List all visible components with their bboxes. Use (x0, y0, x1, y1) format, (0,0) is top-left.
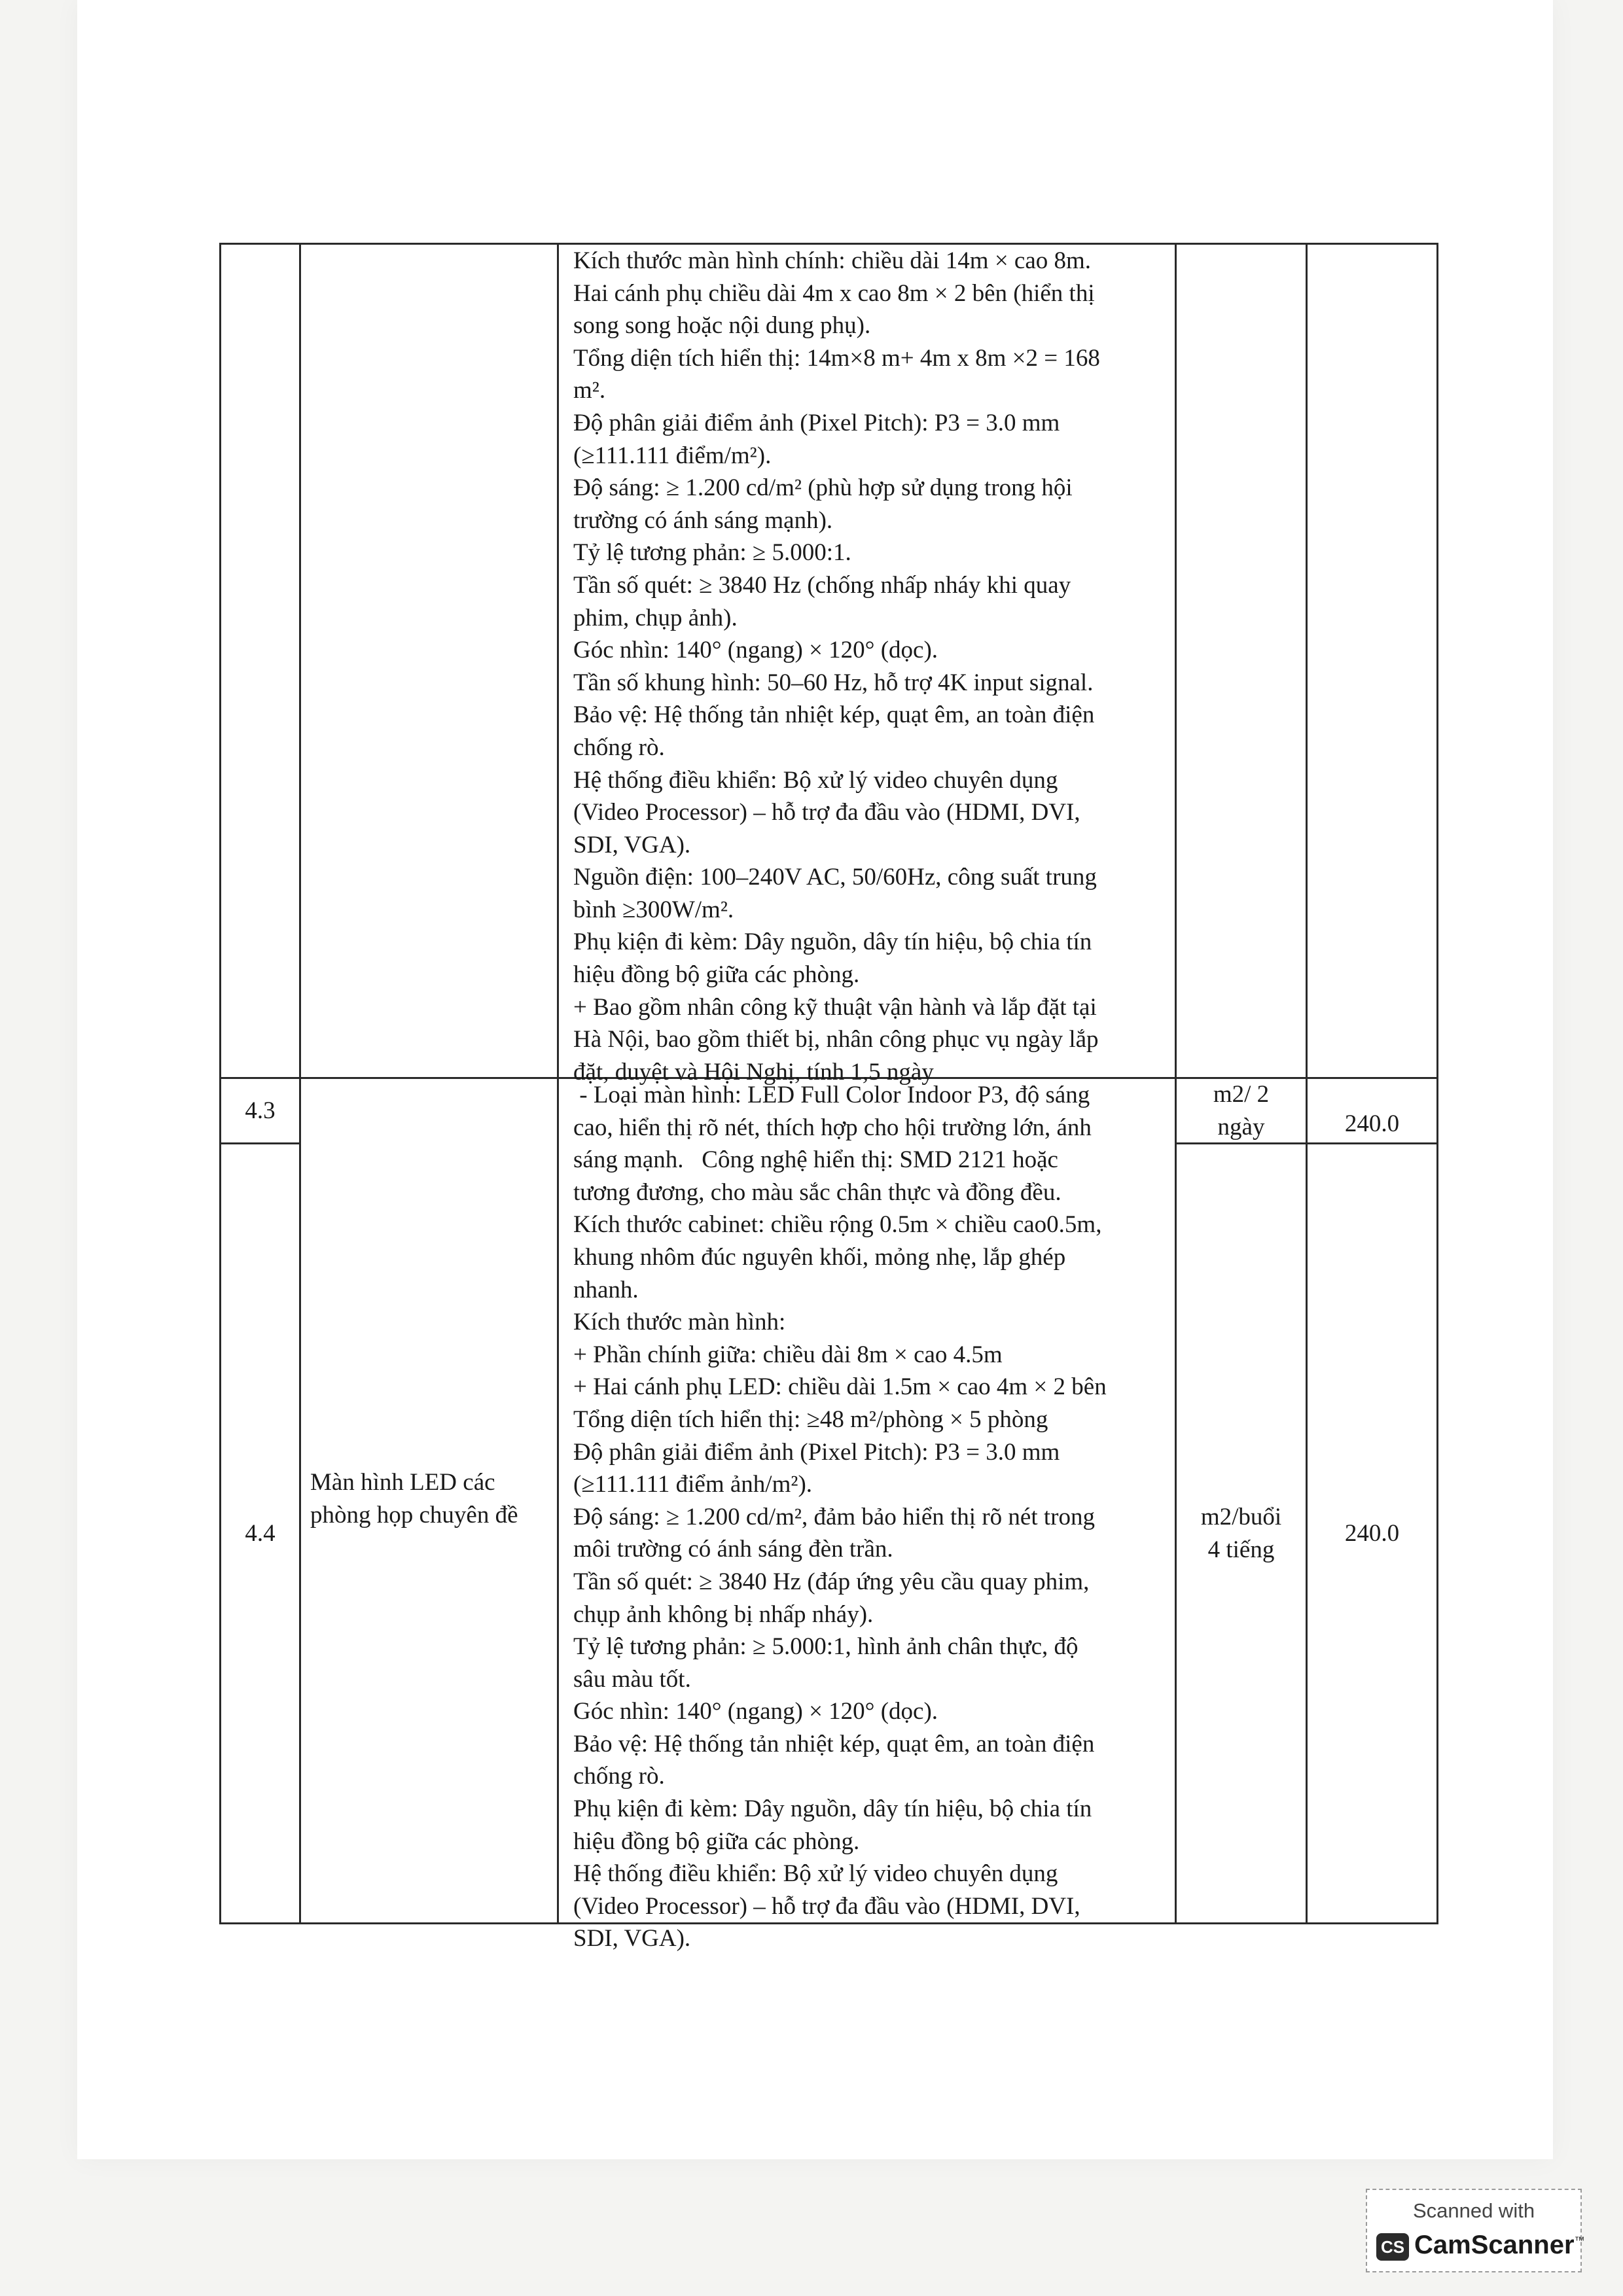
description-line: chống rò. (573, 1763, 665, 1790)
description-cell-top (573, 245, 1172, 1088)
description-line: - Loại màn hình: LED Full Color Indoor P3, độ sáng (573, 1082, 1090, 1108)
description-line: Hệ thống điều khiển: Bộ xử lý video chuyên dụng (573, 1860, 1058, 1888)
description-line: Góc nhìn: 140° (ngang) × 120° (dọc). (573, 637, 938, 664)
description-line: SDI, VGA). (573, 1925, 691, 1952)
description-line: tương đương, cho màu sắc chân thực và đồng đều. (573, 1178, 1061, 1206)
col-divider-name (557, 243, 559, 1924)
description-line: Độ phân giải điểm ảnh (Pixel Pitch): P3 = 3.0 mm (573, 1438, 1060, 1466)
description-line: Độ sáng: ≥ 1.200 cd/m² (phù hợp sử dụng trong hội (573, 474, 1073, 502)
description-line: bình ≥300W/m². (573, 896, 734, 923)
description-line: trường có ánh sáng mạnh). (573, 506, 833, 534)
description-line: Tần số quét: ≥ 3840 Hz (chống nhấp nháy khi quay (573, 571, 1071, 599)
quantity-value: 240.0 (1344, 1110, 1400, 1138)
description-line: Độ phân giải điểm ảnh (Pixel Pitch): P3 = 3.0 mm (573, 409, 1060, 436)
row-4-3-stt (221, 1079, 299, 1142)
table-border-right (1436, 243, 1438, 1924)
watermark-brand (1414, 2231, 1585, 2260)
description-line: Kích thước cabinet: chiều rộng 0.5m × chiều cao0.5m, (573, 1211, 1102, 1239)
description-line: sâu màu tốt. (573, 1665, 691, 1693)
description-line: Tổng diện tích hiển thị: 14m×8 m+ 4m x 8m ×2 = 168 (573, 344, 1100, 372)
description-line: (≥111.111 điểm/m²). (573, 442, 772, 469)
item-name-line: Màn hình LED các (310, 1469, 495, 1496)
unit-label: m2/buổi (1200, 1503, 1282, 1530)
col-divider-stt (299, 243, 301, 1924)
description-line: Bảo vệ: Hệ thống tản nhiệt kép, quạt êm, an toàn điện (573, 701, 1095, 729)
description-line: song song hoặc nội dung phụ). (573, 312, 871, 340)
description-line: chụp ảnh không bị nhấp nháy). (573, 1600, 874, 1628)
description-line: chống rò. (573, 733, 665, 761)
description-line: + Bao gồm nhân công kỹ thuật vận hành và lắp đặt tại (573, 993, 1097, 1021)
row-4-3-unit (1177, 1079, 1306, 1142)
description-line: Tỷ lệ tương phản: ≥ 5.000:1, hình ảnh chân thực, độ (573, 1633, 1079, 1661)
trademark-icon: ™ (1574, 2235, 1585, 2247)
description-line: đặt, duyệt và Hội Nghị, tính 1,5 ngày (573, 1058, 934, 1086)
quantity-value: 240.0 (1344, 1519, 1400, 1547)
description-line: nhanh. (573, 1276, 639, 1303)
description-line: m². (573, 377, 606, 404)
description-line: Phụ kiện đi kèm: Dây nguồn, dây tín hiệu, bộ chia tín (573, 928, 1092, 956)
description-line: Kích thước màn hình chính: chiều dài 14m × cao 8m. (573, 247, 1092, 274)
unit-label: 4 tiếng (1207, 1536, 1275, 1563)
description-line: Tần số quét: ≥ 3840 Hz (đáp ứng yêu cầu quay phim, (573, 1568, 1090, 1595)
description-line: Tần số khung hình: 50–60 Hz, hỗ trợ 4K input signal. (573, 669, 1094, 696)
description-line: (Video Processor) – hỗ trợ đa đầu vào (HDMI, DVI, (573, 799, 1080, 826)
description-line: + Phần chính giữa: chiều dài 8m × cao 4.5m (573, 1341, 1003, 1368)
description-line: Độ sáng: ≥ 1.200 cd/m², đảm bảo hiển thị rõ nét trong (573, 1503, 1095, 1530)
description-line: (≥111.111 điểm ảnh/m²). (573, 1471, 813, 1498)
description-line: hiệu đồng bộ giữa các phòng. (573, 961, 860, 989)
row-4-4-unit (1177, 1144, 1306, 1922)
watermark-caption: Scanned with (1412, 2199, 1535, 2222)
brand-name: CamScanner (1414, 2231, 1575, 2259)
description-line: + Hai cánh phụ LED: chiều dài 1.5m × cao 4m × 2 bên (573, 1373, 1107, 1401)
row-4-4-name (310, 1466, 556, 1531)
unit-label: ngày (1217, 1113, 1265, 1140)
description-line: Phụ kiện đi kèm: Dây nguồn, dây tín hiệu, bộ chia tín (573, 1795, 1092, 1823)
description-line: khung nhôm đúc nguyên khối, mỏng nhẹ, lắp ghép (573, 1243, 1066, 1271)
description-line: sáng mạnh. Công nghệ hiển thị: SMD 2121 hoặc (573, 1146, 1058, 1174)
description-line: cao, hiển thị rõ nét, thích hợp cho hội trường lớn, ánh (573, 1114, 1092, 1141)
row-4-4-quantity (1308, 1144, 1436, 1922)
stt-label: 4.3 (245, 1097, 276, 1124)
description-line: Tỷ lệ tương phản: ≥ 5.000:1. (573, 539, 851, 567)
stt-label: 4.4 (245, 1519, 276, 1547)
description-line: Bảo vệ: Hệ thống tản nhiệt kép, quạt êm, an toàn điện (573, 1730, 1095, 1757)
description-line: hiệu đồng bộ giữa các phòng. (573, 1828, 860, 1855)
description-line: (Video Processor) – hỗ trợ đa đầu vào (HDMI, DVI, (573, 1892, 1080, 1920)
camscanner-watermark (1366, 2189, 1585, 2272)
description-line: Hà Nội, bao gồm thiết bị, nhân công phục vụ ngày lắp (573, 1026, 1099, 1053)
item-name-line: phòng họp chuyên đề (310, 1501, 518, 1528)
description-line: Hệ thống điều khiển: Bộ xử lý video chuyên dụng (573, 766, 1058, 794)
description-line: Kích thước màn hình: (573, 1309, 786, 1336)
description-line: môi trường có ánh sáng đèn trần. (573, 1536, 893, 1563)
description-line: Nguồn điện: 100–240V AC, 50/60Hz, công suất trung (573, 864, 1097, 891)
row-4-4-stt (221, 1144, 299, 1922)
description-line: Hai cánh phụ chiều dài 4m x cao 8m × 2 bên (hiển thị (573, 279, 1095, 307)
description-line: SDI, VGA). (573, 831, 691, 858)
unit-label: m2/ 2 (1213, 1080, 1270, 1108)
description-line: Góc nhìn: 140° (ngang) × 120° (dọc). (573, 1698, 938, 1725)
row-4-3-quantity (1308, 1106, 1436, 1142)
description-line: Tổng diện tích hiển thị: ≥48 m²/phòng × 5 phòng (573, 1405, 1048, 1433)
description-line: phim, chụp ảnh). (573, 604, 738, 631)
description-cell-led-rooms (573, 1079, 1172, 1955)
camscanner-logo-icon: CS (1376, 2233, 1409, 2261)
